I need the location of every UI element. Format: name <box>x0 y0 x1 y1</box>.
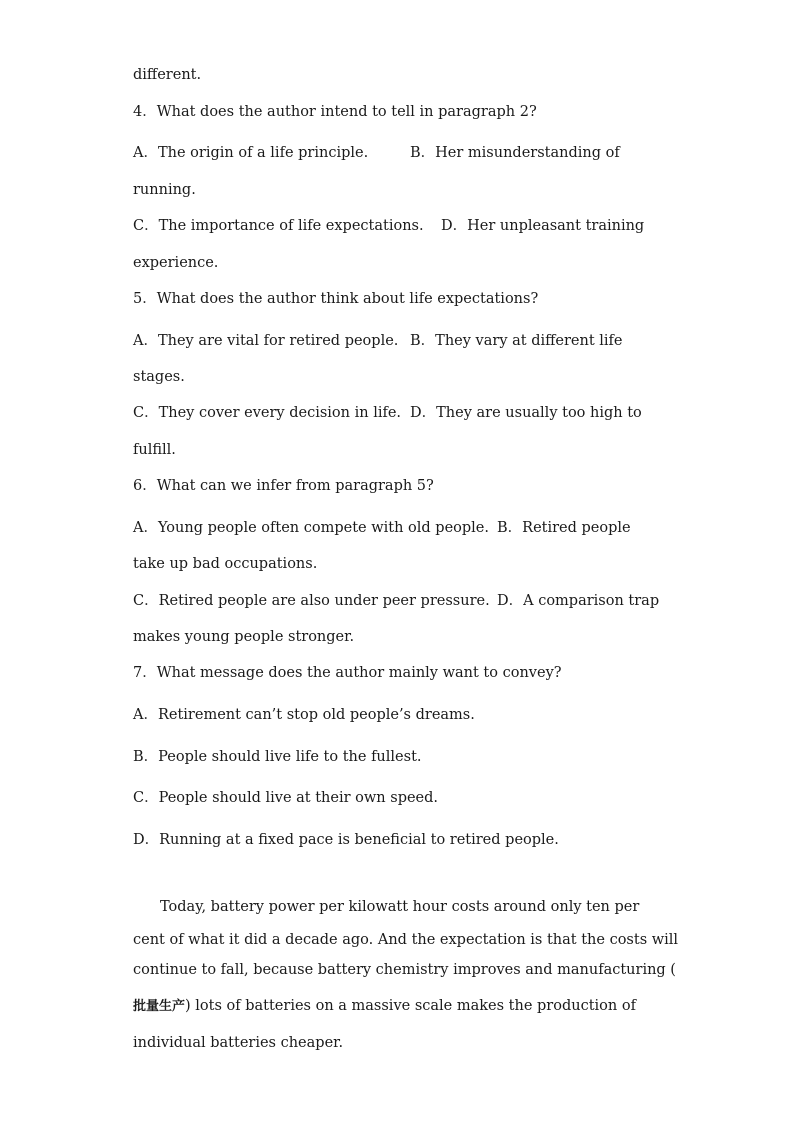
question-5-option-b-continued: stages. <box>133 369 185 385</box>
question-6-stem: 6．What can we infer from paragraph 5? <box>133 478 434 494</box>
question-4-option-a: A．The origin of a life principle. <box>133 145 369 161</box>
question-7-option-b: B．People should live life to the fullest. <box>133 749 422 765</box>
passage-line-5: individual batteries cheaper. <box>133 1035 344 1051</box>
passage-line-2: cent of what it did a decade ago. And the expectation is that the costs will <box>133 932 679 948</box>
passage-line-4 <box>133 997 636 1016</box>
passage-line-4-rest: ) lots of batteries on a massive scale makes the production of <box>185 998 636 1014</box>
question-6-option-c: C．Retired people are also under peer pressure. <box>133 593 490 609</box>
question-5-option-a: A．They are vital for retired people. <box>133 333 399 349</box>
question-6-option-d-continued: makes young people stronger. <box>133 629 355 645</box>
question-4-stem: 4．What does the author intend to tell in paragraph 2? <box>133 104 537 120</box>
question-4-option-b-continued: running. <box>133 182 196 198</box>
question-6-option-b: B．Retired people <box>497 520 631 536</box>
passage-chinese-gloss: 批量生产 <box>133 999 186 1014</box>
question-6-option-b-continued: take up bad occupations. <box>133 556 318 572</box>
question-5-option-b: B．They vary at different life <box>410 333 623 349</box>
question-4-option-d: D．Her unpleasant training <box>441 218 645 234</box>
question-5-stem: 5．What does the author think about life expectations? <box>133 291 539 307</box>
question-7-option-d: D．Running at a fixed pace is beneficial to retired people. <box>133 832 559 848</box>
question-7-stem: 7．What message does the author mainly want to convey? <box>133 665 562 681</box>
question-6-option-a: A．Young people often compete with old people. <box>133 520 490 536</box>
question-5-option-d: D．They are usually too high to <box>410 405 642 421</box>
passage-line-1: Today, battery power per kilowatt hour costs around only ten per <box>160 899 640 915</box>
passage-line-3: continue to fall, because battery chemistry improves and manufacturing ( <box>133 962 676 978</box>
question-7-option-a: A．Retirement can’t stop old people’s dreams. <box>133 707 475 723</box>
question-5-option-d-continued: fulfill. <box>133 442 176 458</box>
question-6-option-d: D．A comparison trap <box>497 593 660 609</box>
question-4-option-c: C．The importance of life expectations. <box>133 218 424 234</box>
question-7-option-c: C．People should live at their own speed. <box>133 790 439 806</box>
question-4-option-d-continued: experience. <box>133 255 219 271</box>
continuation-text: different. <box>133 67 202 83</box>
question-5-option-c: C．They cover every decision in life. <box>133 405 402 421</box>
question-4-option-b: B．Her misunderstanding of <box>410 145 620 161</box>
